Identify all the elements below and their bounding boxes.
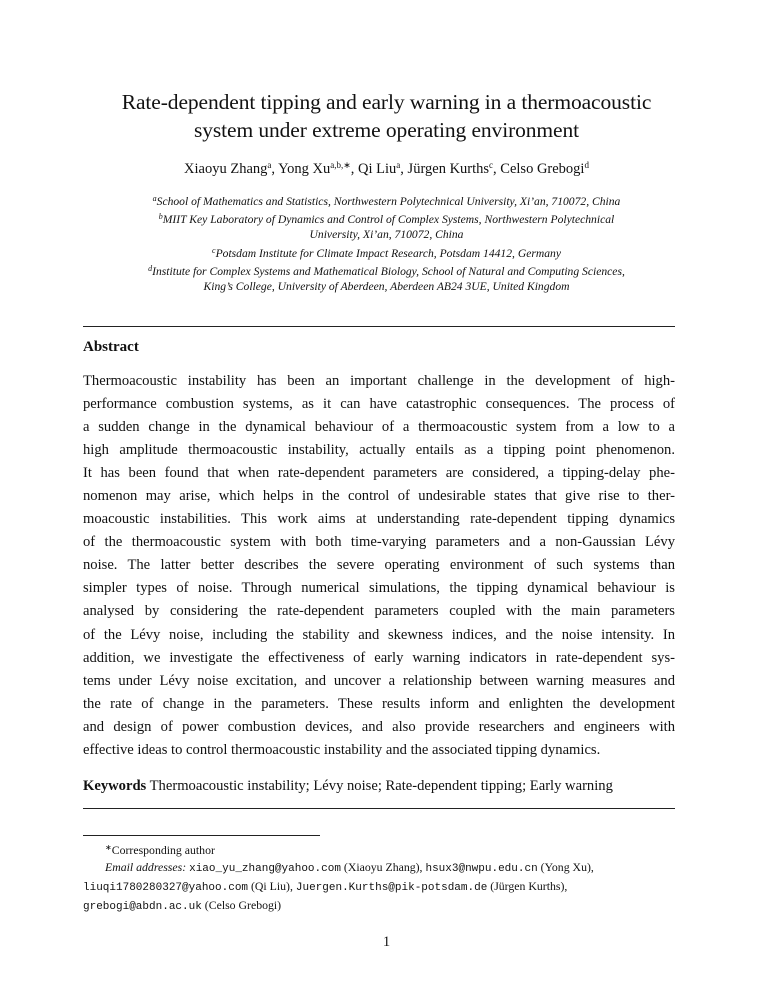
author: Qi Liu — [358, 161, 397, 177]
affiliations — [80, 191, 693, 294]
footnote-marker: ∗ — [105, 843, 112, 852]
email-link[interactable]: Juergen.Kurths@pik-potsdam.de — [295, 882, 488, 894]
author-affil-mark: a — [396, 160, 401, 170]
email-link[interactable]: hsux3@nwpu.edu.cn — [425, 863, 538, 875]
abstract-line: of the Lévy noise, including the stability and skewness indices, and the noise intensity. In — [83, 626, 675, 643]
email-link[interactable]: grebogi@abdn.ac.uk — [83, 901, 202, 913]
abstract-line: and design of power combustion devices, and also provide researchers and engineers with — [83, 718, 675, 735]
keywords-text: Thermoacoustic instability; Lévy noise; Rate-dependent tipping; Early warning — [149, 778, 613, 794]
abstract-line: analysed by considering the rate-dependent parameters coupled with the main parameters — [83, 603, 675, 620]
abstract-heading: Abstract — [83, 339, 139, 355]
abstract-line: tems under Lévy noise excitation, and uncover a relationship between warning measures and — [83, 672, 675, 689]
abstract-line: high amplitude thermoacoustic instability, actually entails as a tipping point phenomenon. — [83, 442, 675, 459]
abstract-line: It has been found that when rate-dependent parameters are considered, a tipping-delay phe- — [83, 465, 675, 482]
affiliation-cont: King’s College, University of Aberdeen, Aberdeen AB24 3UE, United Kingdom — [203, 280, 570, 294]
author-list: Xiaoyu Zhang$^a$, Yong $Xu^{a,b,∗}$, Qi Liu$^a$, Jürgen Kurths$^c$, Celso Grebogi$^d$ — [184, 160, 589, 177]
abstract-line: noise. The latter better describes the severe operating environment of such systems than — [83, 557, 675, 574]
page-number: 1 — [382, 934, 391, 950]
abstract-bottom-rule — [83, 808, 675, 809]
affiliation: $^a$School of Mathematics and Statistics, Northwestern Polytechnical University, Xi’an, 710072, China — [152, 194, 621, 208]
email-link[interactable]: liuqi1780280327@yahoo.com — [83, 882, 249, 894]
abstract-line: Thermoacoustic instability has been an important challenge in the development of high- — [83, 373, 675, 389]
email-link[interactable]: xiao_yu_zhang@yahoo.com — [189, 863, 341, 875]
abstract-line: the rate of change in the parameters. These results inform and enlighten the development — [83, 695, 675, 712]
author: Yong Xu — [278, 161, 331, 177]
author: Celso Grebogi — [500, 161, 585, 177]
abstract-body — [83, 370, 675, 762]
affiliation: $^d$Institute for Complex Systems and Mathematical Biology, School of Natural and Computing Sciences, — [148, 263, 625, 278]
abstract-line: moacoustic instabilities. This work aims at understanding rate-dependent tipping dynamics — [83, 511, 675, 528]
corresponding-author-note: Corresponding author — [111, 843, 215, 857]
keywords-label: Keywords — [83, 778, 147, 794]
affiliation: $^b$MIIT Key Laboratory of Dynamics and Control of Complex Systems, Northwestern Polytechnical — [158, 212, 615, 227]
author: Jürgen Kurths — [407, 161, 490, 177]
author-affil-mark: d — [584, 160, 589, 170]
abstract-line: a sudden change in the dynamical behaviour of a thermoacoustic system from a low to a — [83, 419, 675, 436]
title-line-1: Rate-dependent tipping and early warning in a thermoacoustic — [121, 90, 652, 114]
abstract-line: addition, we investigate the effectiveness of early warning indicators in rate-dependent sys- — [83, 649, 675, 666]
author-affil-mark: c — [489, 160, 494, 170]
author-affil-mark: a,b,∗ — [330, 160, 351, 170]
paper-title — [80, 88, 693, 144]
footnote-rule — [83, 835, 320, 836]
title-line-2: system under extreme operating environment — [193, 118, 580, 142]
author: Xiaoyu Zhang — [184, 161, 268, 177]
author-affil-mark: a — [267, 160, 272, 170]
abstract-line: simpler types of noise. Through numerical simulations, the tipping dynamical behaviour is — [83, 580, 675, 597]
affiliation-cont: University, Xi’an, 710072, China — [309, 228, 464, 242]
abstract-top-rule — [83, 326, 675, 327]
abstract-line: of the thermoacoustic system with both time-varying parameters and a non-Gaussian Lévy — [83, 534, 675, 551]
keywords — [83, 778, 683, 795]
email-label: Email addresses: — [105, 860, 187, 874]
affiliation: $^c$Potsdam Institute for Climate Impact Research, Potsdam 14412, Germany — [212, 245, 561, 260]
abstract-line: effective ideas to control thermoacoustic instability and the associated tipping dynamics. — [83, 741, 601, 758]
abstract-line: nomenon may arise, which helps in the control of undesirable states that give rise to ther- — [83, 488, 675, 505]
abstract-line: performance combustion systems, as it can have catastrophic consequences. The process of — [83, 396, 675, 413]
footnotes: ∗Corresponding author Email addresses: xiao_yu_zhang@yahoo.com (Xiaoyu Zhang), hsux3@nwpu.edu.cn (Yong Xu), liuqi1780280327@yahoo.com (Qi Liu), Juergen.Kurths@pik-potsdam.de (Jürgen Kurths), grebogi@abdn.ac.uk (Celso Grebogi) — [83, 843, 594, 913]
